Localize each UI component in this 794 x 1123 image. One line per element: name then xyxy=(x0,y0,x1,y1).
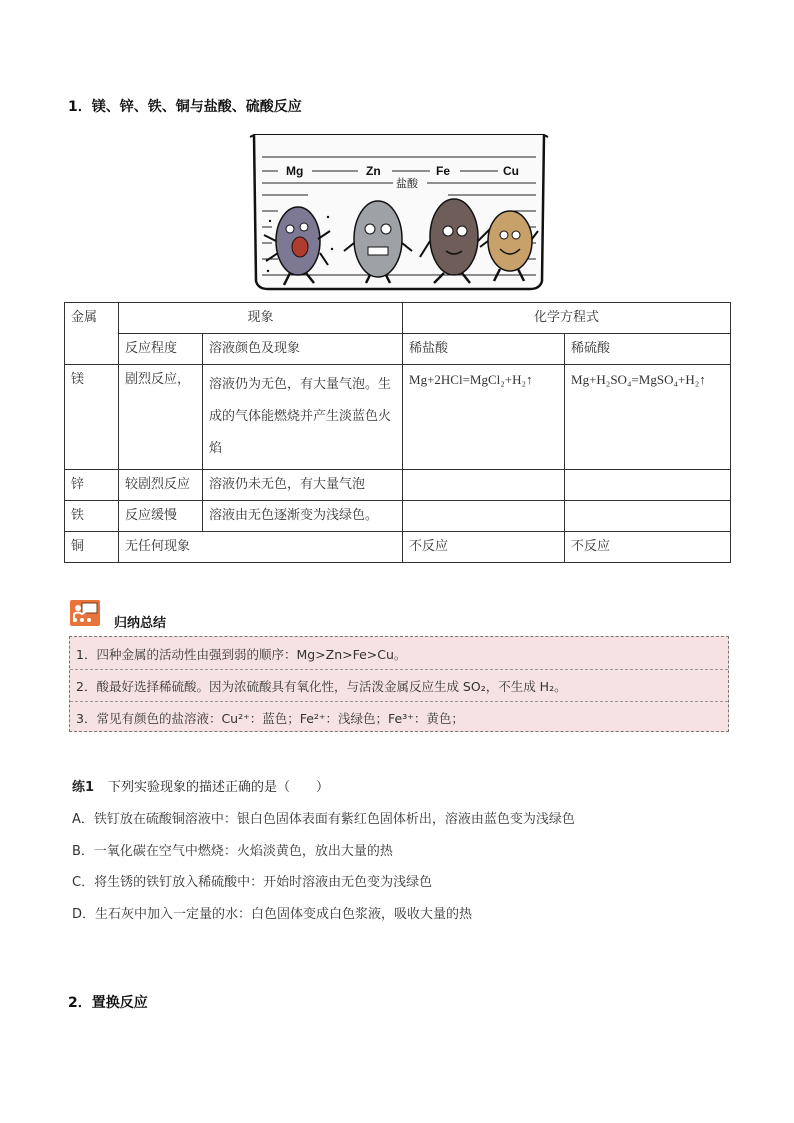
cell-solution: 溶液由无色逐渐变为浅绿色。 xyxy=(203,501,403,532)
summary-box xyxy=(69,636,729,732)
label-cu: Cu xyxy=(503,164,519,178)
cell-degree: 剧烈反应， xyxy=(119,365,203,470)
cell-degree: 反应缓慢 xyxy=(119,501,203,532)
label-fe: Fe xyxy=(436,164,451,178)
exercise-text: 下列实验现象的描述正确的是（ ） xyxy=(108,780,330,795)
summary-line-1: 1．四种金属的活动性由强到弱的顺序：Mg>Zn>Fe>Cu。 xyxy=(76,647,407,662)
cell-metal: 铜 xyxy=(65,532,119,563)
header-equation: 化学方程式 xyxy=(403,303,731,334)
cell-degree: 无任何现象 xyxy=(119,532,403,563)
summary-line-2: 2．酸最好选择稀硫酸。因为浓硫酸具有氧化性，与活泼金属反应生成 SO₂，不生成 H₂。 xyxy=(76,679,567,694)
table-row xyxy=(65,532,731,563)
subheader-hcl: 稀盐酸 xyxy=(403,334,565,365)
label-acid: 盐酸 xyxy=(396,177,418,190)
option-a: A．铁钉放在硫酸铜溶液中：银白色固体表面有紫红色固体析出，溶液由蓝色变为浅绿色 xyxy=(72,812,575,827)
label-zn: Zn xyxy=(366,164,381,178)
option-b: B．一氧化碳在空气中燃烧：火焰淡黄色，放出大量的热 xyxy=(72,844,393,859)
cell-h2so4: Mg+H₂SO₄=MgSO₄+H₂↑ xyxy=(565,365,731,470)
cell-hcl xyxy=(403,501,565,532)
reaction-table xyxy=(64,302,731,563)
exercise-question xyxy=(72,776,329,795)
table-row xyxy=(65,501,731,532)
cell-solution: 溶液仍为无色，有大量气泡。生成的气体能燃烧并产生淡蓝色火焰 xyxy=(203,365,403,470)
summary-line-3: 3．常见有颜色的盐溶液：Cu²⁺：蓝色；Fe²⁺：浅绿色；Fe³⁺：黄色； xyxy=(76,711,464,726)
cell-degree: 较剧烈反应 xyxy=(119,470,203,501)
option-d: D．生石灰中加入一定量的水：白色固体变成白色浆液，吸收大量的热 xyxy=(72,907,473,922)
header-metal: 金属 xyxy=(65,303,119,365)
cell-h2so4: 不反应 xyxy=(565,532,731,563)
cell-metal: 锌 xyxy=(65,470,119,501)
table-row xyxy=(65,470,731,501)
section1-heading: 1．镁、锌、铁、铜与盐酸、硫酸反应 xyxy=(68,99,302,115)
section2-heading: 2．置换反应 xyxy=(68,995,148,1011)
cell-hcl: Mg+2HCl=MgCl₂+H₂↑ xyxy=(403,365,565,470)
header-phenomenon: 现象 xyxy=(119,303,403,334)
label-mg: Mg xyxy=(286,164,304,178)
cell-solution: 溶液仍未无色，有大量气泡 xyxy=(203,470,403,501)
table-row xyxy=(65,365,731,470)
subheader-solution: 溶液颜色及现象 xyxy=(203,334,403,365)
teacher-icon xyxy=(70,600,100,626)
cell-hcl: 不反应 xyxy=(403,532,565,563)
option-c: C．将生锈的铁钉放入稀硫酸中：开始时溶液由无色变为浅绿色 xyxy=(72,875,433,890)
cell-metal: 铁 xyxy=(65,501,119,532)
beaker-illustration xyxy=(248,131,550,291)
subheader-h2so4: 稀硫酸 xyxy=(565,334,731,365)
cell-metal: 镁 xyxy=(65,365,119,470)
cell-h2so4 xyxy=(565,470,731,501)
cell-h2so4 xyxy=(565,501,731,532)
subheader-degree: 反应程度 xyxy=(119,334,203,365)
cell-hcl xyxy=(403,470,565,501)
summary-title: 归纳总结 xyxy=(114,616,167,631)
exercise-label: 练1 xyxy=(72,780,95,795)
